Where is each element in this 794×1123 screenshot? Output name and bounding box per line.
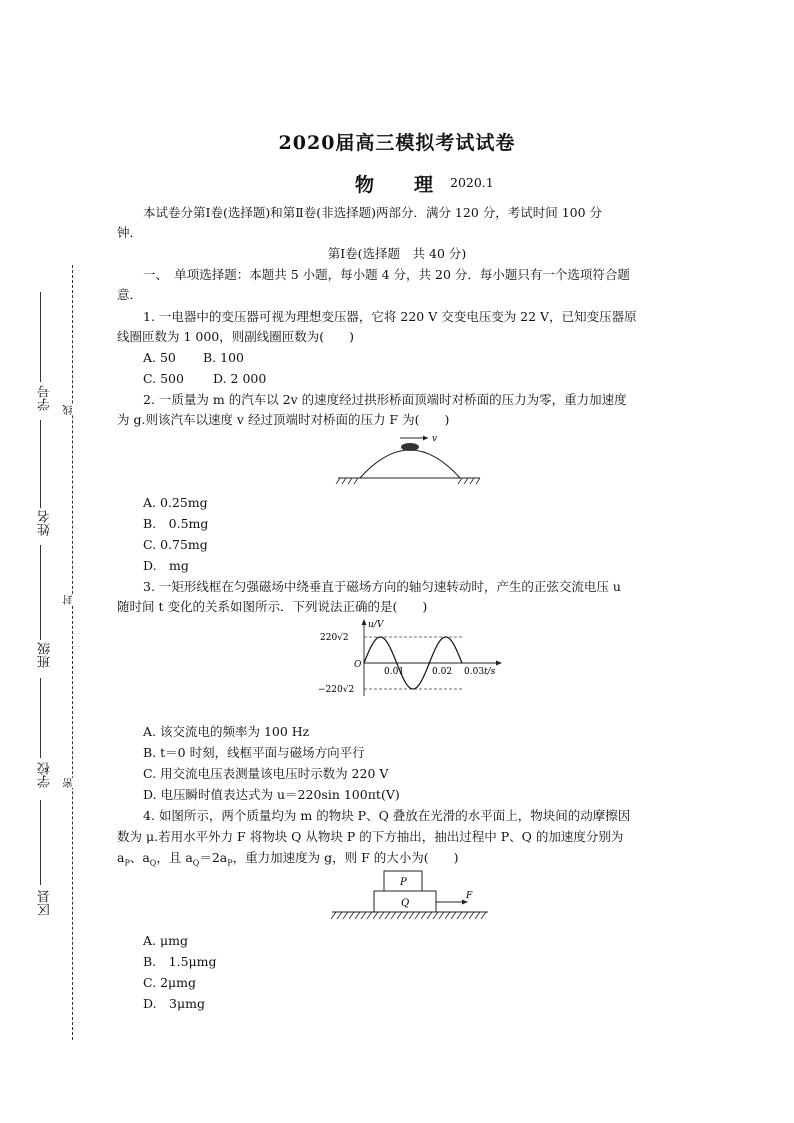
q1-stem-1: 1. 一电器中的变压器可视为理想变压器，它将 220 V 交变电压变为 22 V，已知变压器原 <box>143 309 637 324</box>
q3-option-c: C. 用交流电压表测量该电压时示数为 220 V <box>143 766 389 781</box>
exam-date: 2020.1 <box>450 175 494 190</box>
part-heading-1: 一、 单项选择题：本题共 5 小题，每小题 4 分，共 20 分．每小题只有一个选项符合题 <box>143 267 630 282</box>
q1-option-d: D. 2 000 <box>213 371 267 386</box>
block-q-label: Q <box>401 898 410 909</box>
ground-hatch-right <box>458 478 480 484</box>
q2-option-d: D. mg <box>143 558 189 573</box>
y-max-label: 220√2 <box>320 633 349 643</box>
intro-line-1: 本试卷分第Ⅰ卷(选择题)和第Ⅱ卷(非选择题)两部分．满分 120 分，考试时间 100 分 <box>143 205 603 220</box>
student-id-label: 学号 <box>38 385 53 411</box>
part-heading-2: 意． <box>117 287 143 302</box>
intro-line-2: 钟． <box>117 225 143 240</box>
q4-stem-1: 4. 如图所示，两个质量均为 m 的物块 P、Q 叠放在光滑的水平面上，物块间的动摩擦因 <box>143 808 631 823</box>
school-underline <box>40 678 41 758</box>
velocity-arrowhead <box>423 436 428 441</box>
seal-secret-char: 密 <box>64 778 75 788</box>
t-tick-2: 0.02 <box>432 667 453 677</box>
q4-stem-2: 数为 μ.若用水平外力 F 将物块 Q 从物块 P 的下方抽出，抽出过程中 P、Q 的加速度分别为 <box>117 829 624 844</box>
x-axis-arrowhead <box>496 661 502 666</box>
subject-char-1: 物 <box>355 174 375 196</box>
q1-option-c: C. 500 <box>143 371 184 386</box>
q4-stem-3: $a_P$、$a_Q$，且 $a_Q=2a_P$，重力加速度为 g，则 F 的大小为( ) <box>117 850 459 868</box>
t-tick-3: 0.03 <box>464 667 485 677</box>
q3-option-d: D. 电压瞬时值表达式为 u＝220sin 100πt(V) <box>143 787 400 802</box>
subject-title <box>355 170 433 197</box>
name-label: 姓名 <box>38 510 53 536</box>
t-tick-1: 0.01 <box>384 667 405 677</box>
ground-hatch-left <box>336 478 358 484</box>
y-min-label: −220√2 <box>318 685 355 695</box>
q4-option-b: B. 1.5μmg <box>143 954 217 969</box>
q1-option-a: A. 50 <box>143 350 176 365</box>
q4-option-d: D. 3μmg <box>143 996 205 1011</box>
force-label: F <box>466 891 473 901</box>
seal-seal-char: 封 <box>64 595 75 605</box>
district-label: 区县 <box>38 890 53 916</box>
q3-option-a: A. 该交流电的频率为 100 Hz <box>143 724 310 739</box>
student-id-underline <box>40 292 41 382</box>
block-p-label: P <box>400 877 407 888</box>
q4-blocks-figure <box>330 868 490 926</box>
q3-stem-1: 3. 一矩形线框在匀强磁场中绕垂直于磁场方向的轴匀速转动时，产生的正弦交流电压 u <box>143 579 621 594</box>
class-label: 班级 <box>38 642 53 668</box>
q2-bridge-figure <box>330 430 490 490</box>
school-label: 学校 <box>38 762 53 788</box>
section-title: 第Ⅰ卷(选择题 共 40 分) <box>327 246 467 261</box>
q1-stem-2: 线圈匝数为 1 000，则副线圈匝数为( ) <box>117 329 355 344</box>
q2-stem-2: 为 g.则该汽车以速度 v 经过顶端时对桥面的压力 F 为( ) <box>117 412 450 427</box>
q2-option-b: B. 0.5mg <box>143 516 209 531</box>
floor-hatch <box>331 912 486 919</box>
q1-option-b: B. 100 <box>203 350 244 365</box>
binding-dashed-line <box>72 265 73 1040</box>
y-axis-arrowhead <box>362 619 367 625</box>
q2-stem-1: 2. 一质量为 m 的汽车以 2v 的速度经过拱形桥面顶端时对桥面的压力为零，重力加速度 <box>143 392 627 407</box>
origin-label: O <box>354 660 362 670</box>
q4-option-c: C. 2μmg <box>143 975 196 990</box>
class-underline <box>40 545 41 640</box>
subject-char-2: 理 <box>414 174 434 196</box>
q4-option-a: A. μmg <box>143 933 188 948</box>
seal-line-char: 线 <box>64 405 75 415</box>
exam-title: 2020届高三模拟考试试卷 <box>278 132 516 154</box>
x-axis-label: t/s <box>484 667 496 677</box>
name-underline <box>40 420 41 508</box>
q2-option-a: A. 0.25mg <box>143 495 208 510</box>
y-axis-label: u/V <box>368 620 384 630</box>
car-shape <box>401 443 419 451</box>
q3-stem-2: 随时间 t 变化的关系如图所示．下列说法正确的是( ) <box>117 599 428 614</box>
q2-option-c: C. 0.75mg <box>143 537 208 552</box>
q3-sine-graph <box>318 616 508 698</box>
bridge-arc <box>360 450 460 478</box>
velocity-label: v <box>432 434 438 444</box>
q3-option-b: B. t＝0 时刻，线框平面与磁场方向平行 <box>143 745 365 760</box>
district-underline <box>40 800 41 885</box>
